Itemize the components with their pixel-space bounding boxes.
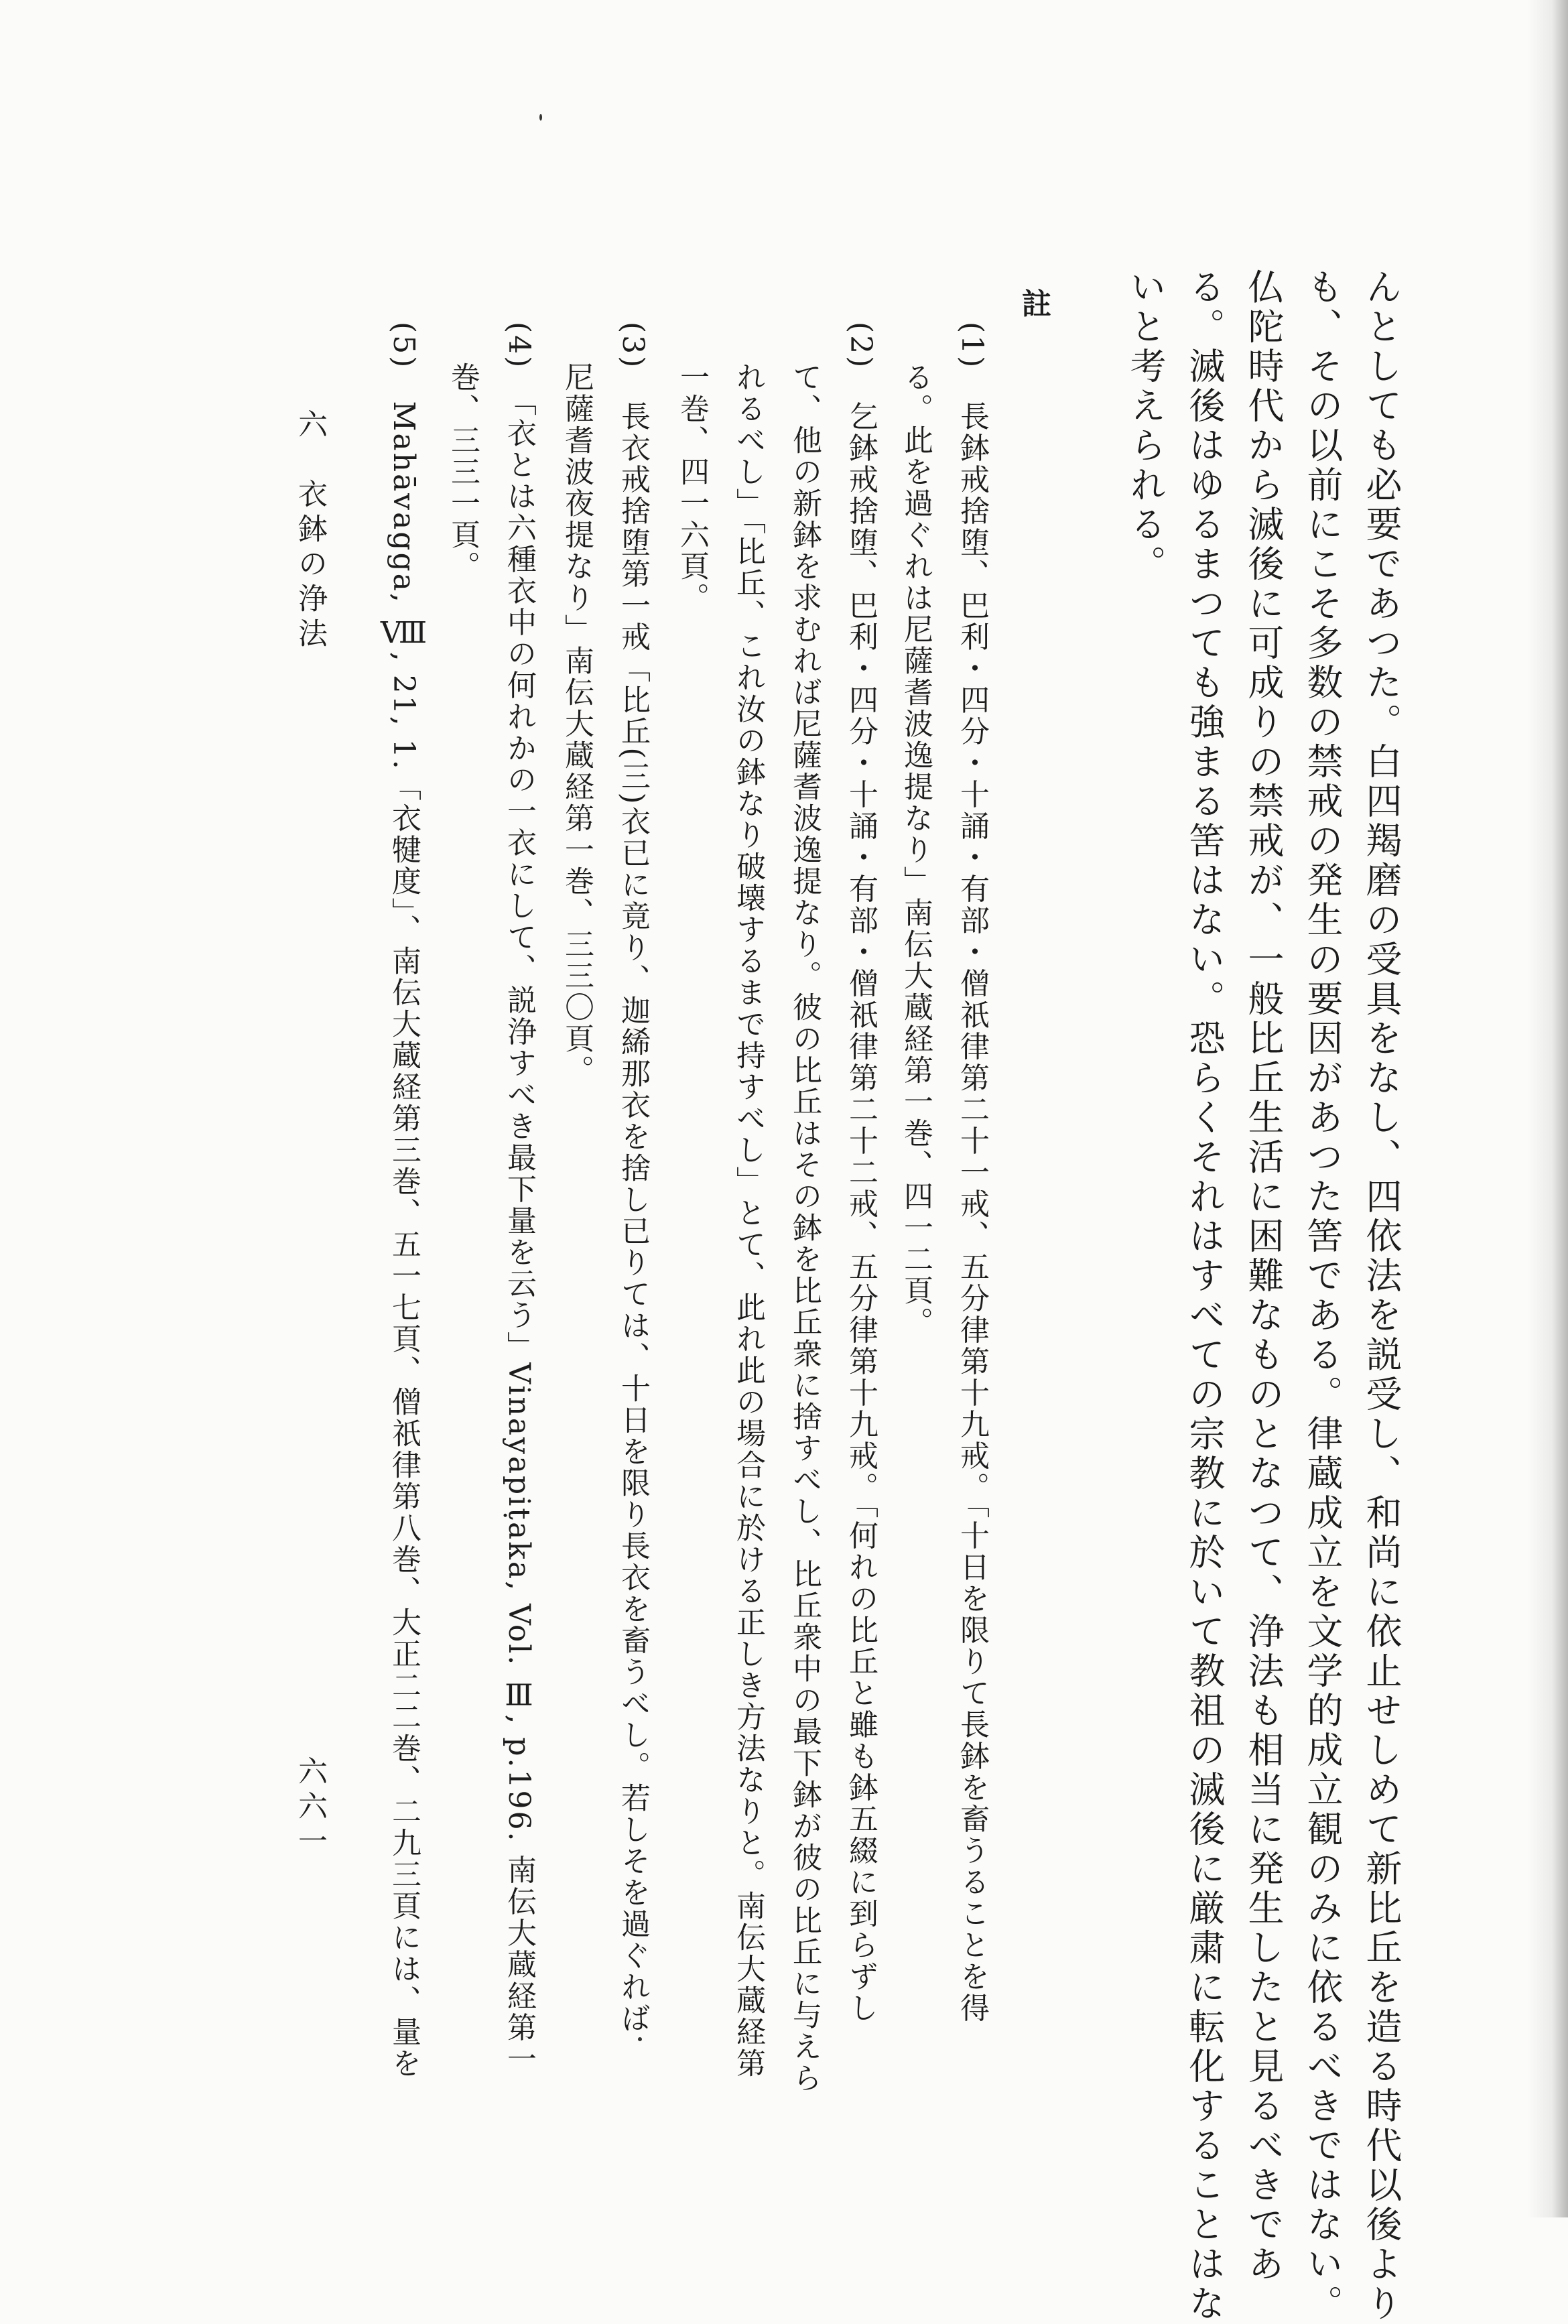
notes-heading: 註 — [1017, 288, 1051, 318]
body-line-4: る。滅後はゆるまつても強まる筈はない。恐らくそれはすべての宗教に於いて教祖の滅後に厳粛に転化することはな — [1183, 268, 1226, 2324]
note-line-4: て、他の新鉢を求むれば尼薩耆波逸提なり。彼の比丘はその鉢を比丘衆に捨すべし、比丘衆中の最下鉢が彼の比丘に与えら — [787, 362, 822, 2094]
page-edge-shadow — [1528, 0, 1568, 2217]
note-line-8: 尼薩耆波夜提なり」南伝大蔵経第一巻、三三〇頁。 — [560, 362, 594, 1086]
body-line-2: も、その以前にこそ多数の禁戒の発生の要因があつた筈である。律蔵成立を文学的成立観のみに依るべきではない。 — [1301, 268, 1344, 2324]
note-line-10: 巻、三三一頁。 — [446, 362, 480, 582]
running-head: 六 衣鉢の浄法 — [293, 409, 327, 653]
note-line-6: 一巻、四一六頁。 — [675, 362, 709, 614]
body-line-5: いと考えられる。 — [1124, 268, 1167, 584]
body-line-3: 仏陀時代から滅後に可成りの禁戒が、一般比丘生活に困難なものとなつて、浄法も相当に発生したと見るべきであ — [1242, 268, 1285, 2284]
body-line-1: んとしても必要であつた。白四羯磨の受具をなし、四依法を説受し、和尚に依止せしめて新比丘を造る時代以後より — [1360, 268, 1402, 2324]
scan-speck — [638, 2037, 642, 2041]
note-line-7: (3) 長衣戒捨堕第一戒「比丘(三)衣已に竟り、迦絺那衣を捨し已りては、十日を限り長衣を畜うべし。若しそを過ぐれば — [616, 322, 650, 2035]
note-line-11: (5) Mahāvagga, Ⅷ, 21, 1.「衣犍度」、南伝大蔵経第三巻、五一七頁、僧祇律第八巻、大正二二巻、二九三頁には、量を — [387, 322, 421, 2079]
note-line-2: る。此を過ぐれは尼薩耆波逸提なり」南伝大蔵経第一巻、四一二頁。 — [899, 362, 933, 1338]
note-line-1: (1) 長鉢戒捨堕、巴利・四分・十誦・有部・僧祇律第二十一戒、五分律第十九戒。「十日を限りて長鉢を畜うることを得 — [955, 322, 989, 2024]
page-number: 六六一 — [293, 1756, 327, 1860]
note-line-5: れるべし」「比丘、これ汝の鉢なり破壊するまで持すべし」とて、此れ此の場合に於ける正しき方法なりと。南伝大蔵経第 — [731, 362, 765, 2079]
scan-speck — [539, 114, 542, 121]
note-line-9: (4) 「衣とは六種衣中の何れかの一衣にして、説浄すべき最下量を云う」Vinayapiṭaka, Vol. Ⅲ, p.196. 南伝大蔵経第一 — [502, 322, 536, 2075]
note-line-3: (2) 乞鉢戒捨堕、巴利・四分・十誦・有部・僧祇律第二十二戒、五分律第十九戒。「何れの比丘と雖も鉢五綴に到らずし — [844, 322, 878, 2024]
